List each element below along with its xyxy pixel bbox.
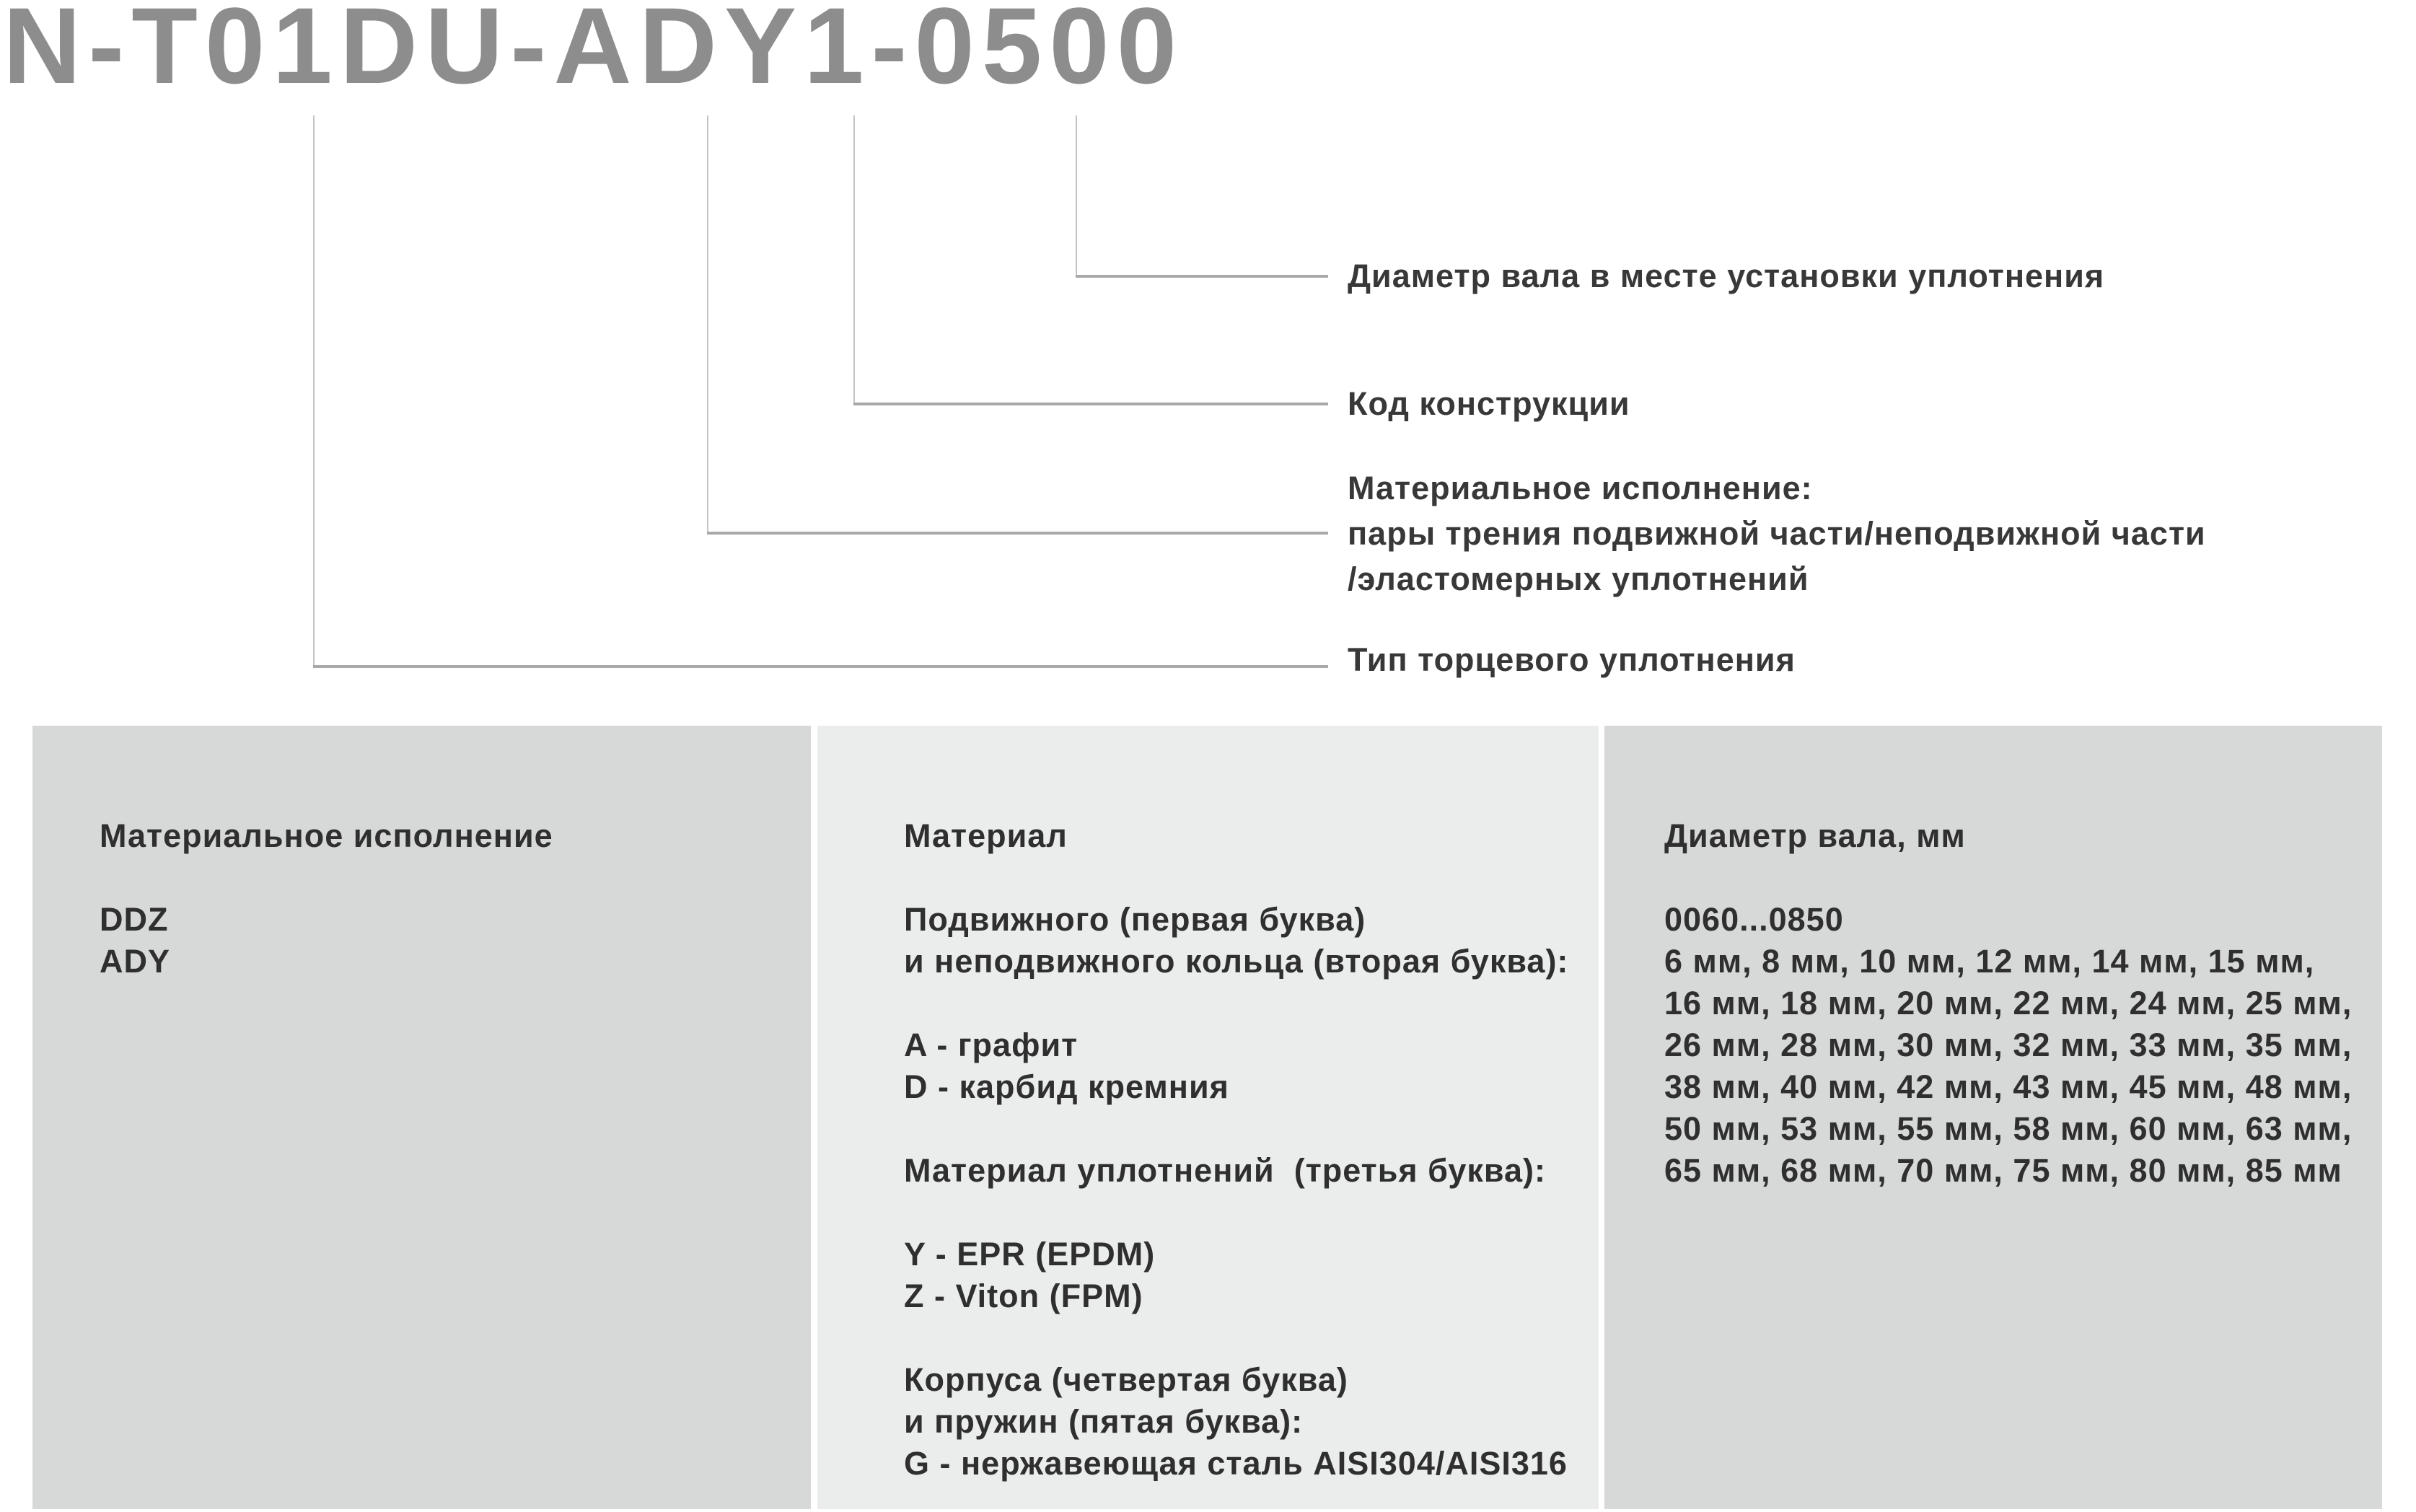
table-line: G - нержавеющая сталь AISI304/AISI316	[904, 1445, 1568, 1482]
table-line	[904, 1108, 1599, 1150]
column-header-material: Материал	[904, 817, 1068, 854]
table-line: D - карбид кремния	[904, 1068, 1229, 1105]
callout-connector-vertical-shaft-diameter	[1076, 115, 1077, 275]
table-line: A - графит	[904, 1027, 1079, 1063]
callout-label-line: пары трения подвижной части/неподвижной части	[1348, 515, 2206, 552]
table-line: 65 мм, 68 мм, 70 мм, 75 мм, 80 мм, 85 мм	[1664, 1152, 2342, 1189]
table-line: и неподвижного кольца (вторая буква):	[904, 943, 1569, 980]
callout-connector-horizontal-shaft-diameter	[1076, 275, 1328, 278]
callout-connector-horizontal-material-execution	[707, 532, 1328, 535]
callout-connector-horizontal-seal-type	[313, 665, 1328, 668]
callout-connector-vertical-construction-code	[853, 115, 855, 403]
table-line	[904, 983, 1599, 1024]
table-line: 0060...0850	[1664, 901, 1844, 938]
table-line: Корпуса (четвертая буква)	[904, 1361, 1348, 1398]
table-column-shaft-diameter	[1604, 726, 2382, 1509]
callout-label-seal-type: Тип торцевого уплотнения	[1348, 641, 1796, 678]
table-line: Материал уплотнений (третья буква):	[904, 1152, 1546, 1189]
callout-label-material-execution	[1348, 465, 2206, 602]
table-column-material-execution	[32, 726, 811, 1509]
column-header-material-execution: Материальное исполнение	[100, 817, 553, 854]
table-line	[904, 1192, 1599, 1234]
column-body-shaft-diameter	[1664, 857, 2382, 1192]
callout-label-shaft-diameter: Диаметр вала в месте установки уплотнения	[1348, 258, 2105, 294]
callout-connector-vertical-seal-type	[313, 115, 315, 665]
table-line: 26 мм, 28 мм, 30 мм, 32 мм, 33 мм, 35 мм,	[1664, 1027, 2353, 1063]
table-line: 6 мм, 8 мм, 10 мм, 12 мм, 14 мм, 15 мм,	[1664, 943, 2315, 980]
column-body-material	[904, 857, 1599, 1485]
callout-label-construction-code: Код конструкции	[1348, 385, 1630, 422]
table-line: DDZ	[100, 901, 169, 938]
table-line: ADY	[100, 943, 171, 980]
table-line	[904, 857, 1599, 899]
callout-label-line: /эластомерных уплотнений	[1348, 561, 1809, 597]
table-line: 38 мм, 40 мм, 42 мм, 43 мм, 45 мм, 48 мм,	[1664, 1068, 2353, 1105]
table-line: 50 мм, 53 мм, 55 мм, 58 мм, 60 мм, 63 мм,	[1664, 1110, 2353, 1147]
callout-connector-horizontal-construction-code	[853, 403, 1328, 405]
callout-connector-vertical-material-execution	[707, 115, 708, 532]
table-line: и пружин (пятая буква):	[904, 1403, 1304, 1440]
table-line	[100, 857, 811, 899]
column-header-shaft-diameter: Диаметр вала, мм	[1664, 817, 1966, 854]
product-code-title: N-T01DU-ADY1-0500	[3, 0, 1185, 106]
column-body-material-execution	[100, 857, 811, 983]
table-line: Y - EPR (EPDM)	[904, 1236, 1156, 1273]
table-line	[1664, 857, 2382, 899]
table-line: Z - Viton (FPM)	[904, 1278, 1143, 1314]
callout-label-line: Материальное исполнение:	[1348, 470, 1813, 506]
table-line: Подвижного (первая буква)	[904, 901, 1366, 938]
table-column-material	[817, 726, 1599, 1509]
table-line	[904, 1317, 1599, 1359]
table-line: 16 мм, 18 мм, 20 мм, 22 мм, 24 мм, 25 мм,	[1664, 985, 2353, 1021]
